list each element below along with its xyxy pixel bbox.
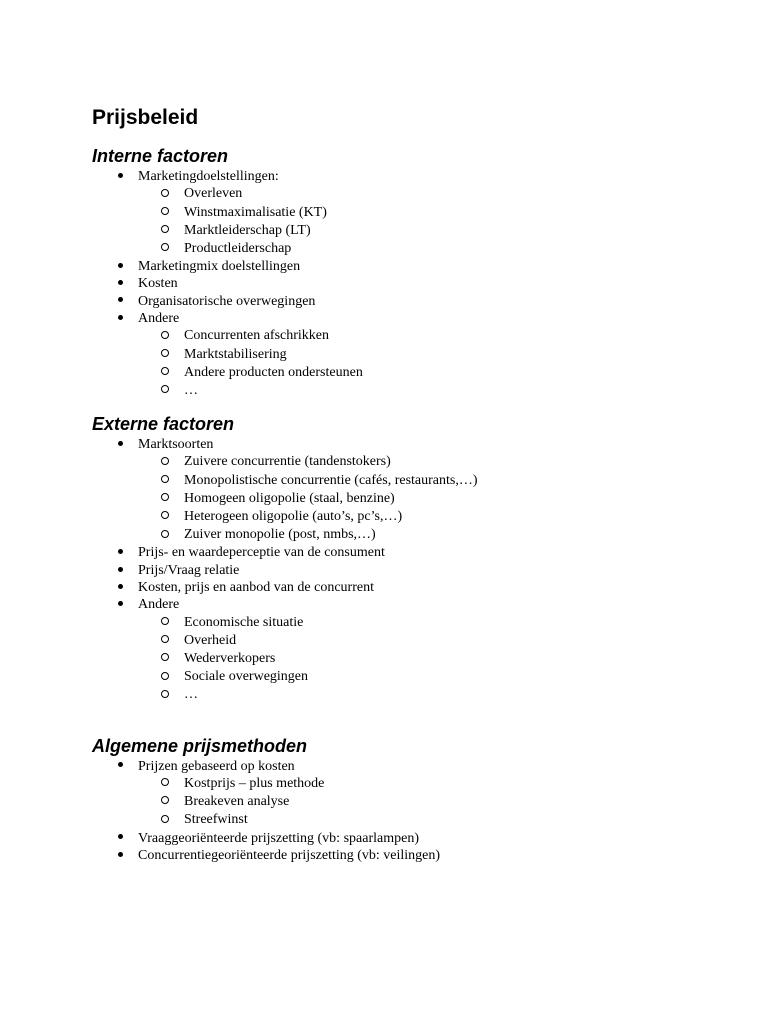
list-item (138, 830, 732, 847)
sublist (138, 327, 732, 400)
hollow-circle-icon (159, 526, 171, 544)
sublist-item-label: Overheid (184, 632, 237, 648)
sublist-item-label: Overleven (184, 186, 243, 202)
filled-disc-icon (114, 258, 126, 275)
list-algemene-prijsmethoden (92, 758, 732, 865)
hollow-circle-icon (159, 204, 171, 222)
list-item (138, 436, 732, 544)
sublist-item (184, 222, 732, 240)
sublist-item (184, 526, 732, 544)
sublist-item (184, 327, 732, 345)
filled-disc-icon (114, 275, 126, 292)
hollow-circle-icon (159, 222, 171, 240)
filled-disc-icon (114, 544, 126, 561)
filled-disc-icon (114, 562, 126, 579)
hollow-circle-icon (159, 346, 171, 364)
list-item (138, 579, 732, 596)
section-heading-algemene-prijsmethoden: Algemene prijsmethoden (92, 735, 308, 756)
sublist-item-label: Economische situatie (184, 614, 304, 630)
hollow-circle-icon (159, 811, 171, 829)
hollow-circle-icon (159, 364, 171, 382)
hollow-circle-icon (159, 490, 171, 508)
sublist (138, 453, 732, 544)
hollow-circle-icon (159, 793, 171, 811)
list-item (138, 758, 732, 830)
sublist-item-label: Heterogeen oligopolie (auto’s, pc’s,…) (184, 509, 403, 525)
list-interne-factoren (92, 168, 732, 400)
sublist-item (184, 650, 732, 668)
sublist-item-label: Kostprijs – plus methode (184, 775, 325, 791)
list-item (138, 544, 732, 561)
sublist (138, 185, 732, 258)
sublist-item (184, 508, 732, 526)
list-item (138, 562, 732, 579)
sublist-item-label: Wederverkopers (184, 651, 276, 667)
sublist-item (184, 346, 732, 364)
hollow-circle-icon (159, 453, 171, 471)
sublist-item-label: Monopolistische concurrentie (cafés, restaurants,…) (184, 472, 478, 488)
list-item-label: Marketingmix doelstellingen (138, 259, 301, 275)
sublist-item-label: Productleiderschap (184, 240, 292, 256)
hollow-circle-icon (159, 614, 171, 632)
sublist (138, 614, 732, 705)
list-item-label: Organisatorische overwegingen (138, 293, 316, 309)
list-item-label: Andere (138, 597, 180, 613)
hollow-circle-icon (159, 650, 171, 668)
sublist-item (184, 453, 732, 471)
filled-disc-icon (114, 847, 126, 864)
filled-disc-icon (114, 596, 126, 613)
list-item-label: Prijs- en waardeperceptie van de consument (138, 545, 385, 561)
sublist-item (184, 490, 732, 508)
list-item (138, 168, 732, 258)
filled-disc-icon (114, 830, 126, 847)
filled-disc-icon (114, 310, 126, 327)
section-heading-interne-factoren: Interne factoren (92, 146, 229, 166)
sublist-item (184, 204, 732, 222)
list-item-label: Marktsoorten (138, 437, 214, 453)
list-item (138, 293, 732, 310)
hollow-circle-icon (159, 508, 171, 526)
hollow-circle-icon (159, 472, 171, 490)
list-item (138, 310, 732, 400)
sublist-item (184, 668, 732, 686)
list-item-label: Prijs/Vraag relatie (138, 562, 240, 578)
sublist-item-label: Breakeven analyse (184, 794, 290, 810)
list-item (138, 275, 732, 292)
filled-disc-icon (114, 758, 126, 775)
sublist-item (184, 364, 732, 382)
hollow-circle-icon (159, 327, 171, 345)
sublist-item-label: Marktstabilisering (184, 346, 287, 362)
hollow-circle-icon (159, 382, 171, 400)
sublist-item (184, 382, 732, 400)
list-item-label: Concurrentiegeoriënteerde prijszetting (vb: veilingen) (138, 847, 441, 863)
sublist (138, 775, 732, 830)
list-item-label: Andere (138, 311, 180, 326)
sublist-item (184, 614, 732, 632)
filled-disc-icon (114, 168, 126, 185)
sublist-item-label: Winstmaximalisatie (KT) (184, 204, 327, 220)
sublist-item-label: Concurrenten afschrikken (184, 328, 329, 344)
list-item-label: Kosten (138, 276, 178, 292)
sublist-item-label: Sociale overwegingen (184, 669, 309, 685)
list-item-label: Marketingdoelstellingen: (138, 169, 279, 184)
hollow-circle-icon (159, 185, 171, 203)
sublist-item-label: Marktleiderschap (LT) (184, 222, 311, 238)
page-title: Prijsbeleid (92, 106, 199, 129)
sublist-item (184, 472, 732, 490)
document-page (92, 104, 732, 864)
sublist-item-label: Zuivere concurrentie (tandenstokers) (184, 454, 391, 470)
list-item-label: Kosten, prijs en aanbod van de concurrent (138, 580, 374, 596)
sublist-item (184, 775, 732, 793)
sublist-item (184, 686, 732, 704)
hollow-circle-icon (159, 775, 171, 793)
list-item-label: Vraaggeoriënteerde prijszetting (vb: spaarlampen) (138, 830, 419, 846)
sublist-item-label: Zuiver monopolie (post, nmbs,…) (184, 527, 376, 543)
sublist-item (184, 240, 732, 258)
section-heading-externe-factoren: Externe factoren (92, 414, 235, 435)
list-externe-factoren (92, 436, 732, 705)
sublist-item (184, 185, 732, 203)
sublist-item (184, 632, 732, 650)
filled-disc-icon (114, 579, 126, 596)
list-item (138, 258, 732, 275)
sublist-item-label: … (184, 687, 198, 703)
filled-disc-icon (114, 436, 126, 453)
hollow-circle-icon (159, 240, 171, 258)
hollow-circle-icon (159, 686, 171, 704)
filled-disc-icon (114, 293, 126, 310)
hollow-circle-icon (159, 668, 171, 686)
hollow-circle-icon (159, 632, 171, 650)
sublist-item-label: Andere producten ondersteunen (184, 364, 363, 380)
sublist-item-label: Streefwinst (184, 812, 248, 828)
sublist-item (184, 793, 732, 811)
list-item (138, 596, 732, 704)
sublist-item-label: … (184, 382, 198, 398)
list-item-label: Prijzen gebaseerd op kosten (138, 758, 295, 774)
sublist-item (184, 811, 732, 829)
sublist-item-label: Homogeen oligopolie (staal, benzine) (184, 490, 395, 506)
list-item (138, 847, 732, 864)
